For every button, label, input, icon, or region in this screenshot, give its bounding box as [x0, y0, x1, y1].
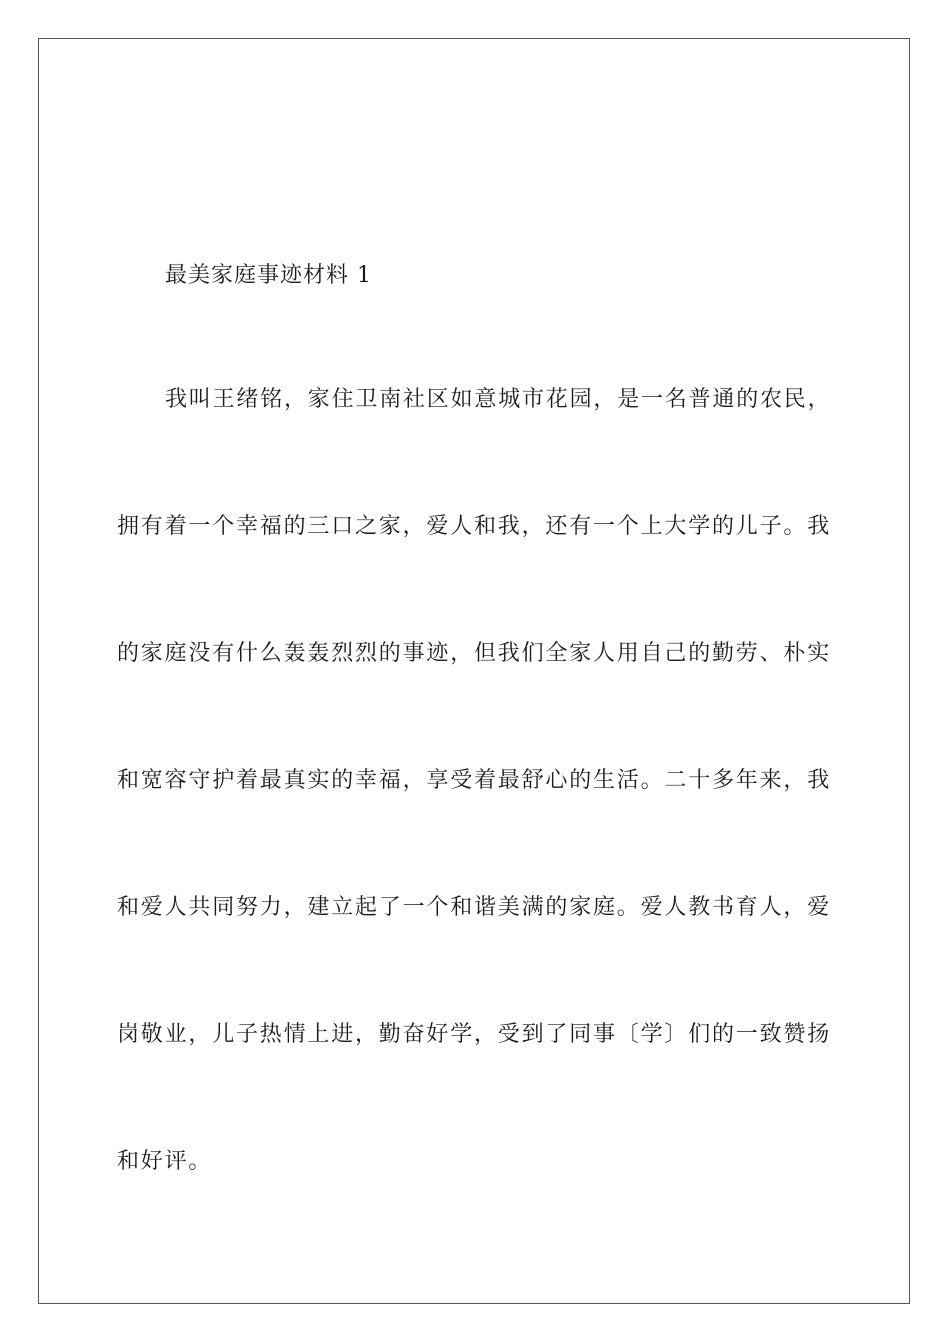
- body-line-4: 和宽容守护着最真实的幸福，享受着最舒心的生活。二十多年来，我: [117, 768, 832, 793]
- document-body: [117, 385, 833, 1274]
- body-line-2: 拥有着一个幸福的三口之家，爱人和我，还有一个上大学的儿子。我: [117, 514, 832, 539]
- document-title: 最美家庭事迹材料 1: [165, 263, 372, 288]
- body-line-6: 岗敬业，儿子热情上进，勤奋好学，受到了同事〔学〕们的一致赞扬: [117, 1022, 832, 1047]
- body-line-3: 的家庭没有什么轰轰烈烈的事迹，但我们全家人用自己的勤劳、朴实: [117, 641, 832, 666]
- body-line-1: 我叫王绪铭，家住卫南社区如意城市花园，是一名普通的农民，: [165, 387, 832, 412]
- body-line-5: 和爱人共同努力，建立起了一个和谐美满的家庭。爱人教书育人，爱: [117, 895, 832, 920]
- body-line-7: 和好评。: [117, 1149, 213, 1174]
